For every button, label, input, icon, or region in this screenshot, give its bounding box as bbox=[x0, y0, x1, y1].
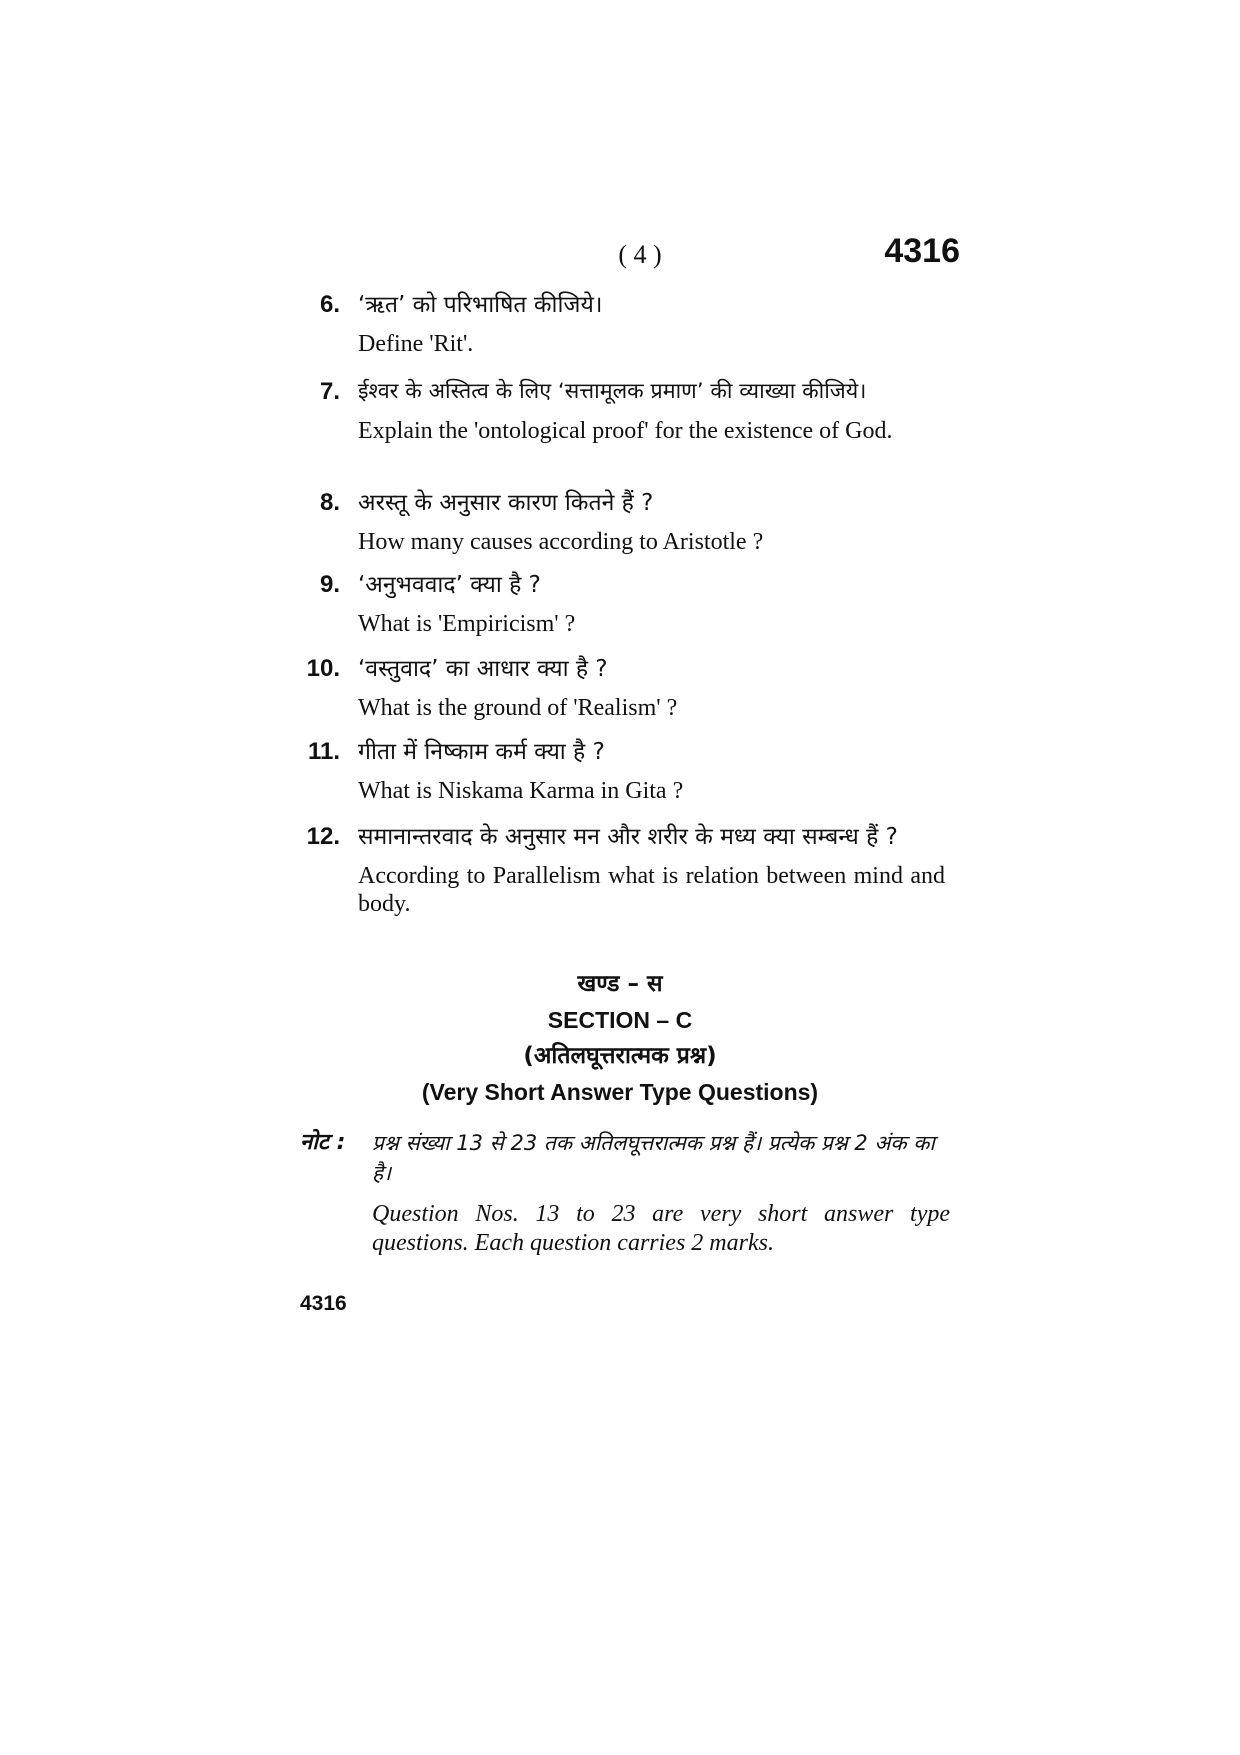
question-text-english: Explain the 'ontological proof' for the existence of God. bbox=[358, 418, 893, 444]
question-number: 12. bbox=[306, 823, 340, 850]
question-text-hindi: समानान्तरवाद के अनुसार मन और शरीर के मध्य क्या सम्बन्ध हैं ? bbox=[358, 824, 898, 850]
section-subtitle-english: (Very Short Answer Type Questions) bbox=[421, 1079, 819, 1105]
page-number: ( 4 ) bbox=[618, 240, 662, 269]
question-number: 9. bbox=[319, 571, 340, 598]
question-12 bbox=[290, 822, 945, 918]
note-block bbox=[300, 1128, 950, 1258]
question-text-hindi: ‘अनुभववाद’ क्या है ? bbox=[358, 572, 541, 598]
question-text-english: What is the ground of 'Realism' ? bbox=[358, 695, 678, 721]
question-6 bbox=[290, 290, 945, 358]
question-9 bbox=[290, 570, 945, 638]
question-8 bbox=[290, 488, 945, 556]
question-11 bbox=[290, 737, 945, 805]
question-text-hindi: अरस्तू के अनुसार कारण कितने हैं ? bbox=[358, 490, 654, 516]
question-number: 10. bbox=[306, 655, 340, 682]
section-c-heading bbox=[390, 966, 850, 1110]
question-number: 8. bbox=[319, 489, 340, 516]
question-text-english: According to Parallelism what is relation between mind and body. bbox=[358, 863, 945, 917]
note-text-english: Question Nos. 13 to 23 are very short answer type questions. Each question carries 2 marks. bbox=[372, 1201, 950, 1256]
question-7 bbox=[290, 377, 945, 445]
section-title-hindi: खण्ड – स bbox=[577, 971, 663, 997]
paper-code-header: 4316 bbox=[884, 232, 960, 270]
question-number: 6. bbox=[319, 291, 340, 318]
section-title-english: SECTION – C bbox=[547, 1007, 693, 1033]
question-number: 11. bbox=[307, 738, 340, 765]
section-subtitle-hindi: (अतिलघूत्तरात्मक प्रश्न) bbox=[523, 1043, 717, 1069]
question-text-english: Define 'Rit'. bbox=[358, 331, 474, 357]
question-10 bbox=[290, 654, 945, 722]
question-text-hindi: गीता में निष्काम कर्म क्या है ? bbox=[358, 739, 605, 765]
question-text-hindi: ‘ऋत’ को परिभाषित कीजिये। bbox=[358, 292, 603, 318]
question-text-hindi: ईश्वर के अस्तित्व के लिए ‘सत्तामूलक प्रमाण’ की व्याख्या कीजिये। bbox=[358, 379, 867, 404]
note-label: नोट : bbox=[300, 1130, 346, 1155]
question-text-english: What is 'Empiricism' ? bbox=[358, 611, 576, 637]
note-text-hindi: प्रश्न संख्या 13 से 23 तक अतिलघूत्तरात्मक प्रश्न हैं। प्रत्येक प्रश्न 2 अंक का है। bbox=[372, 1131, 935, 1185]
question-text-english: What is Niskama Karma in Gita ? bbox=[358, 778, 684, 804]
question-text-hindi: ‘वस्तुवाद’ का आधार क्या है ? bbox=[358, 656, 608, 682]
question-text-english: How many causes according to Aristotle ? bbox=[358, 529, 764, 555]
paper-code-footer: 4316 bbox=[300, 1292, 347, 1315]
question-number: 7. bbox=[319, 378, 340, 405]
